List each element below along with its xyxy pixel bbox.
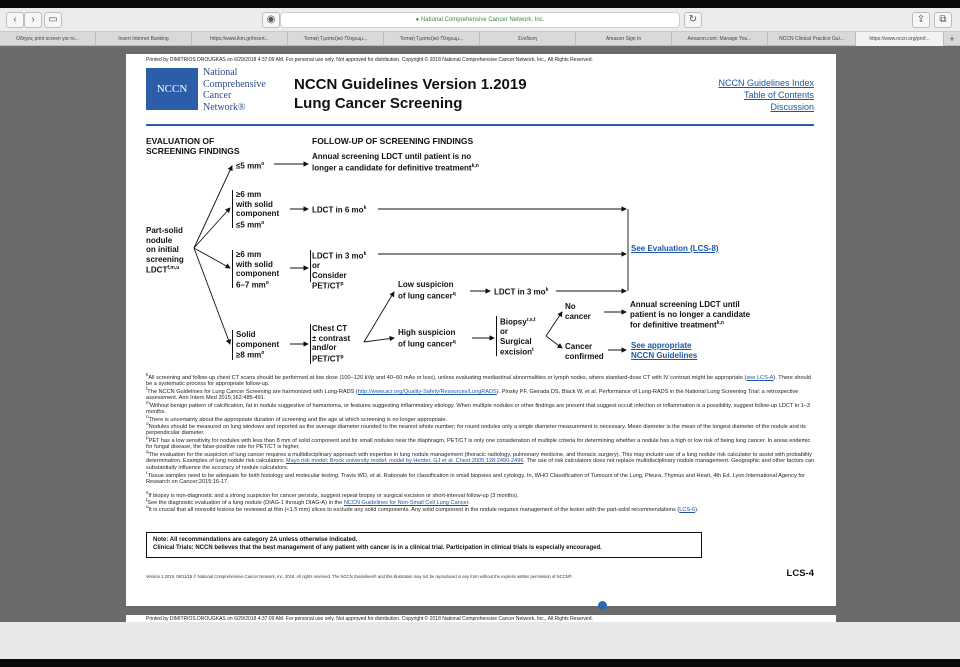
text: LDCT in 3 mo — [494, 287, 546, 297]
sup: f,m,u — [167, 265, 180, 271]
text: with solid — [236, 259, 273, 269]
text[interactable]: See appropriate — [631, 341, 692, 350]
text: screening — [146, 254, 184, 264]
lock-icon: ● — [415, 17, 421, 23]
tab-8[interactable]: Amazon.com: Manage You... — [672, 32, 768, 46]
arrow — [364, 338, 394, 342]
text: ≥6 mm — [236, 250, 262, 259]
tab-3[interactable]: https://www.lkm.gr/Insert... — [192, 32, 288, 46]
org-line: Network® — [203, 101, 246, 113]
new-tab-icon[interactable]: + — [949, 34, 955, 44]
sup: q — [452, 290, 456, 297]
footnote-link[interactable]: Mayo risk model; Brock university model; model by Herder, GJ et al. Chest 2005;128:2490-2496 — [285, 458, 524, 465]
sup: o — [261, 350, 265, 356]
sup: p — [340, 281, 344, 288]
address-text: National Comprehensive Cancer Network, Inc. — [420, 17, 545, 23]
footnote-marker: f — [146, 386, 148, 391]
text: of lung cancer — [398, 339, 453, 349]
browser-window — [0, 8, 960, 659]
text: on initial — [146, 245, 179, 254]
nccn-logo: NCCN — [146, 68, 198, 110]
scroll-up-icon[interactable] — [598, 601, 607, 610]
sup: k — [545, 287, 549, 293]
arrow — [546, 312, 562, 336]
text: confirmed — [565, 351, 604, 361]
text[interactable]: NCCN Guidelines — [631, 350, 698, 360]
text: LDCT in 6 mo — [312, 205, 364, 215]
col1-header: EVALUATION OF SCREENING FINDINGS — [146, 136, 240, 156]
text: with solid — [236, 199, 273, 209]
text: cancer — [565, 311, 591, 321]
footnote-text: ). — [695, 506, 699, 513]
next-printed-by-line: Printed by DIMITRIOS DROUGKAS on 6/29/2018 4:37:09 AM. For personal use only. Not approved for distribution. Copyright © 2018 National Comprehensive Cancer Network, Inc., All Rights Reserved. — [146, 616, 593, 622]
footnote-link[interactable]: http://www.acr.org/Quality-Safety/Resources/LungRADS — [357, 388, 497, 395]
sup: q — [452, 338, 456, 345]
title-line1: NCCN Guidelines Version 1.2019 — [294, 76, 527, 93]
footnote-marker: s — [146, 490, 149, 495]
text: or — [500, 327, 508, 337]
table-of-contents-link[interactable]: Table of Contents — [743, 90, 814, 100]
footnote-text: It is crucial that all nonsolid lesions be reviewed at thin (<1.5 mm) slices to exclude any solid components. Any solid component in the nodule requires management of the lesion with the part-solid recommendations ( — [148, 506, 680, 513]
sup: k — [363, 205, 367, 211]
col2-header: FOLLOW-UP OF SCREENING FINDINGS — [312, 136, 474, 146]
sup: o — [261, 161, 265, 167]
text: ≥6 mm — [236, 190, 262, 199]
footnote-text: All screening and follow-up chest CT scans should be performed at low dose (100–120 kVp and 40–60 mAs or less), unless evaluating mediastinal abnormalities or lymph nodes, where standard-dose CT with IV contrast might be appropriate ( — [148, 374, 747, 381]
footnote-link[interactable]: NCCN Guidelines for Non-Small Cell Lung Cancer — [343, 499, 469, 506]
printed-by-line: Printed by DIMITRIOS DROUGKAS on 6/29/2018 4:37:09 AM. For personal use only. Not approved for distribution. Copyright © 2018 National Comprehensive Cancer Network, Inc., All Rights Reserved. — [146, 57, 593, 63]
note-box — [146, 532, 702, 558]
text: for definitive treatment — [630, 320, 717, 330]
sup: o — [265, 279, 269, 286]
text: PET/CT — [312, 281, 341, 291]
sup: r,s,t — [526, 317, 536, 323]
text: 6–7 mm — [236, 280, 266, 290]
text: PET/CT — [312, 354, 341, 364]
text: ± contrast — [312, 333, 351, 343]
footnote-link[interactable]: LCS-6 — [679, 506, 696, 513]
text: component — [236, 339, 280, 349]
text: longer a candidate for definitive treatment — [312, 163, 472, 173]
footnote-text: PET has a low sensitivity for nodules with less than 8 mm of solid component and for small nodules near the diaphragm. PET/CT is only one consideration of multiple criteria for determining whether a nodule has a high or low risk of being lung cancer. In areas endemic for fungal disease, the false-positive rate for PET/CT is higher. — [146, 437, 811, 451]
discussion-link[interactable]: Discussion — [770, 102, 814, 112]
text: excision — [500, 347, 533, 357]
footnote-marker: k — [146, 372, 149, 377]
share-icon[interactable]: ⇪ — [912, 12, 930, 28]
arrow — [194, 166, 232, 248]
sidebar-icon[interactable]: ▭ — [44, 12, 62, 28]
tab-7[interactable]: Amazon Sign In — [576, 32, 672, 46]
footnote-marker: n — [146, 414, 149, 419]
title-line2: Lung Cancer Screening — [294, 95, 463, 112]
footnote-text: Tissue samples need to be adequate for both histology and molecular testing. Travis WD, et al. Rationale for classification in small biopsies and cytology. In, WHO Classification of Tumours of the Lung, Pleura, Thymus and Heart, 4th Ed. Lyon:International Agency for Research on Cancer;2015:16-17. — [146, 472, 805, 486]
arrow — [194, 248, 230, 344]
tab-bar — [0, 32, 960, 46]
footnote-text: Nodules should be measured on lung windows and reported as the average diameter rounded to the nearest whole number; for round nodules only a single diameter measurement is necessary. Mean diameter is the mean of the longest diameter of the nodule and its perpendicular diameter. — [146, 423, 806, 437]
sup: k,n — [471, 162, 479, 169]
text: nodule — [146, 235, 173, 245]
text: patient is no longer a candidate — [630, 309, 751, 319]
footnote-r — [146, 470, 818, 486]
text: Low suspicion — [398, 280, 454, 289]
text: High suspicion — [398, 328, 456, 337]
text: Annual screening LDCT until patient is no — [312, 152, 472, 161]
arrow — [194, 248, 230, 268]
text: ≤5 mm — [236, 220, 262, 230]
footnote-marker: p — [146, 435, 149, 440]
text: LDCT — [146, 265, 168, 275]
tab-2[interactable]: Insert Internet Banking — [96, 32, 192, 46]
note-line: Clinical Trials: NCCN believes that the best management of any patient with cancer is in a clinical trial. Participation in clinical trials is especially encouraged. — [153, 545, 602, 551]
footnote-marker: o — [146, 421, 149, 426]
text: LDCT in 3 mo — [312, 251, 364, 261]
footnote-text: . — [468, 499, 470, 506]
note-line: Note: All recommendations are category 2A unless otherwise indicated. — [153, 537, 358, 543]
footnote-text: ). There should be a systematic process for appropriate follow-up. — [146, 374, 811, 388]
text: Solid — [236, 330, 256, 339]
forward-icon[interactable]: › — [24, 12, 42, 28]
footnote-q — [146, 449, 818, 472]
footnote-text: See the diagnostic evaluation of a lung nodule (DIAG-1 through DIAG-A) in the — [147, 499, 344, 506]
text: ≤5 mm — [236, 161, 262, 171]
text: or — [312, 261, 320, 271]
next-pdf-page — [126, 615, 836, 622]
address-bar[interactable] — [280, 12, 680, 28]
guidelines-index-link[interactable]: NCCN Guidelines Index — [718, 78, 814, 88]
footnote-text: The evaluation for the suspicion of lung cancer requires a multidisciplinary approach with expertise in lung nodule management (thoracic radiology, pulmonary medicine, and thoracic surgery). This may include use of a lung nodule risk calculator to assist with probability determination. Examples of lung nodule risk calculators: — [146, 451, 812, 465]
tab-4[interactable]: Τοπική Τραπεζικό Πληρωμ... — [288, 32, 384, 46]
page-number: LCS-4 — [786, 568, 814, 579]
see-evaluation-link[interactable]: See Evaluation (LCS-8) — [631, 244, 719, 253]
text: ≥8 mm — [236, 350, 262, 360]
text: Surgical — [500, 336, 532, 346]
tab-6[interactable]: Σύνδεση — [480, 32, 576, 46]
footnote-marker: r — [146, 470, 148, 475]
arrow — [194, 208, 230, 248]
text: of lung cancer — [398, 291, 453, 301]
org-line: Comprehensive — [203, 78, 266, 90]
text: Biopsy — [500, 317, 527, 327]
footnote-text: Without benign pattern of calcification, fat in nodule suggestive of hamartoma, or features suggesting inflammatory etiology. When multiple nodules or other findings are present that suggest occult infection or inflammation is a possibility, suggest follow-up LDCT in 1–3 months. — [146, 402, 810, 416]
text: No — [565, 302, 576, 311]
browser-toolbar — [0, 8, 960, 32]
footnote-text: The NCCN Guidelines for Lung Cancer Screening are harmonized with Lung-RADS ( — [147, 388, 358, 395]
footnote-text: If biopsy is non-diagnostic and a strong suspicion for cancer persists, suggest repeat biopsy or surgical excision or short-interval follow-up (3 months). — [148, 492, 519, 499]
pdf-page — [126, 54, 836, 606]
tab-1[interactable]: Οδηγός print screen για το... — [0, 32, 96, 46]
footnote-text: . The use of risk calculators does not replace multidisciplinary nodule management. Geographic and other factors can substantially influence the accuracy of nodule calculators. — [146, 458, 815, 472]
text: component — [236, 269, 280, 278]
sup: o — [261, 219, 265, 226]
text: Cancer — [565, 342, 593, 351]
arrow — [546, 336, 562, 348]
footnote-marker: t — [146, 497, 148, 502]
sup: k — [363, 251, 367, 257]
tabs-overview-icon[interactable]: ⧉ — [934, 12, 952, 28]
sup: p — [340, 353, 344, 360]
browser-bottom-area — [0, 622, 960, 659]
tab-5[interactable]: Τοπική Τραπεζικό Πληρωμ... — [384, 32, 480, 46]
text: component — [236, 209, 280, 218]
footnote-text: There is uncertainty about the appropriate duration of screening and the age at which screening is no longer appropriate. — [148, 416, 448, 423]
back-icon[interactable]: ‹ — [6, 12, 24, 28]
text: Part-solid — [146, 226, 183, 235]
pdf-viewer[interactable] — [0, 46, 960, 622]
reader-icon[interactable]: ◉ — [262, 12, 280, 28]
page-footer: Version 1.2019, 06/11/18 © National Comprehensive Cancer Network, Inc. 2018. All rights reserved. The NCCN Guidelines® and this illustration may not be reproduced in any form without the express written permission of NCCN®. — [146, 574, 573, 579]
tab-10-active[interactable]: https://www.nccn.org/prof... — [856, 32, 944, 46]
text: Annual screening LDCT until — [630, 300, 740, 309]
tab-9[interactable]: NCCN Clinical Practice Gui... — [768, 32, 856, 46]
text: Consider — [312, 270, 347, 280]
footnote-marker: q — [146, 449, 149, 454]
org-line: Cancer — [203, 90, 232, 101]
footnote-marker: m — [146, 400, 150, 405]
footnote-text: ). Pinsky PF, Gierada DS, Black W, et al. Performance of Lung-RADS in the National Lung Screening Trial: a retrospective assessment. Ann Intern Med 2015;162:485-491. — [146, 388, 799, 402]
text: Chest CT — [312, 324, 348, 333]
org-line: National — [203, 67, 238, 78]
sup: t — [532, 347, 534, 354]
footnote-u — [146, 504, 818, 513]
reload-icon[interactable]: ↻ — [684, 12, 702, 28]
flowchart-arrows — [126, 54, 836, 384]
footnote-link[interactable]: see LCS-A — [746, 374, 774, 381]
footnote-marker: u — [146, 504, 149, 509]
arrow — [364, 292, 394, 342]
text: and/or — [312, 343, 337, 352]
sup: k,n — [716, 320, 724, 326]
